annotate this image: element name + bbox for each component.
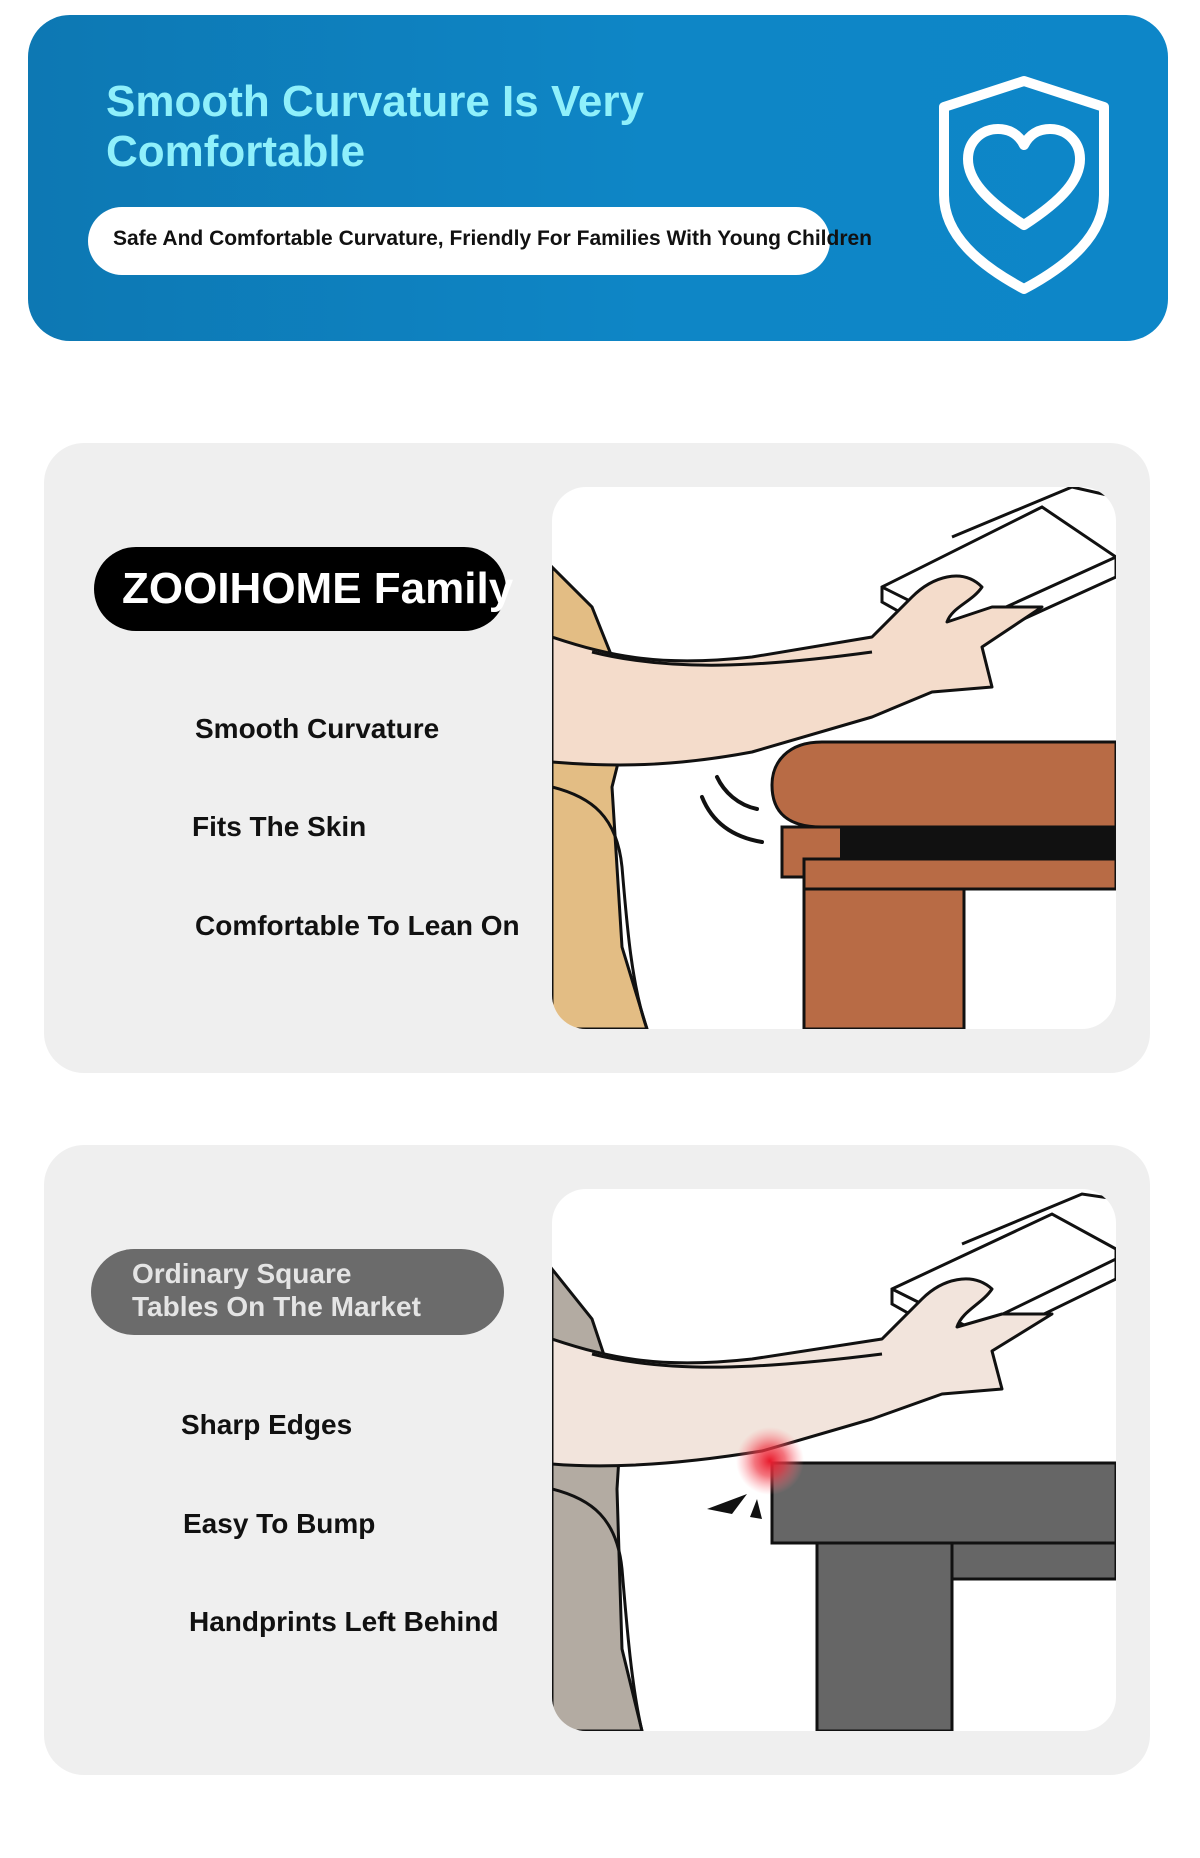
zooihome-card xyxy=(44,443,1150,1073)
feature-sharp-edges: Sharp Edges xyxy=(181,1409,353,1440)
banner-title: Smooth Curvature Is Very Comfortable xyxy=(106,77,644,176)
feature-handprints-left-behind: Handprints Left Behind xyxy=(189,1606,499,1637)
header-banner xyxy=(28,15,1168,341)
ordinary-badge-line1: Ordinary Square xyxy=(132,1258,352,1289)
sharp-table-illustration xyxy=(552,1189,1116,1731)
zooihome-badge-label: ZOOIHOME Family xyxy=(122,564,514,613)
ordinary-badge-label xyxy=(132,1257,421,1323)
shield-heart-icon xyxy=(924,75,1124,295)
feature-smooth-curvature: Smooth Curvature xyxy=(195,713,440,744)
ordinary-table-card xyxy=(44,1145,1150,1775)
feature-easy-to-bump: Easy To Bump xyxy=(183,1508,376,1539)
rounded-table-illustration xyxy=(552,487,1116,1029)
ordinary-badge-line2: Tables On The Market xyxy=(132,1291,421,1322)
feature-fits-the-skin: Fits The Skin xyxy=(192,811,367,842)
banner-subtitle: Safe And Comfortable Curvature, Friendly For Families With Young Children xyxy=(113,227,873,250)
feature-comfortable-to-lean-on: Comfortable To Lean On xyxy=(195,910,520,941)
